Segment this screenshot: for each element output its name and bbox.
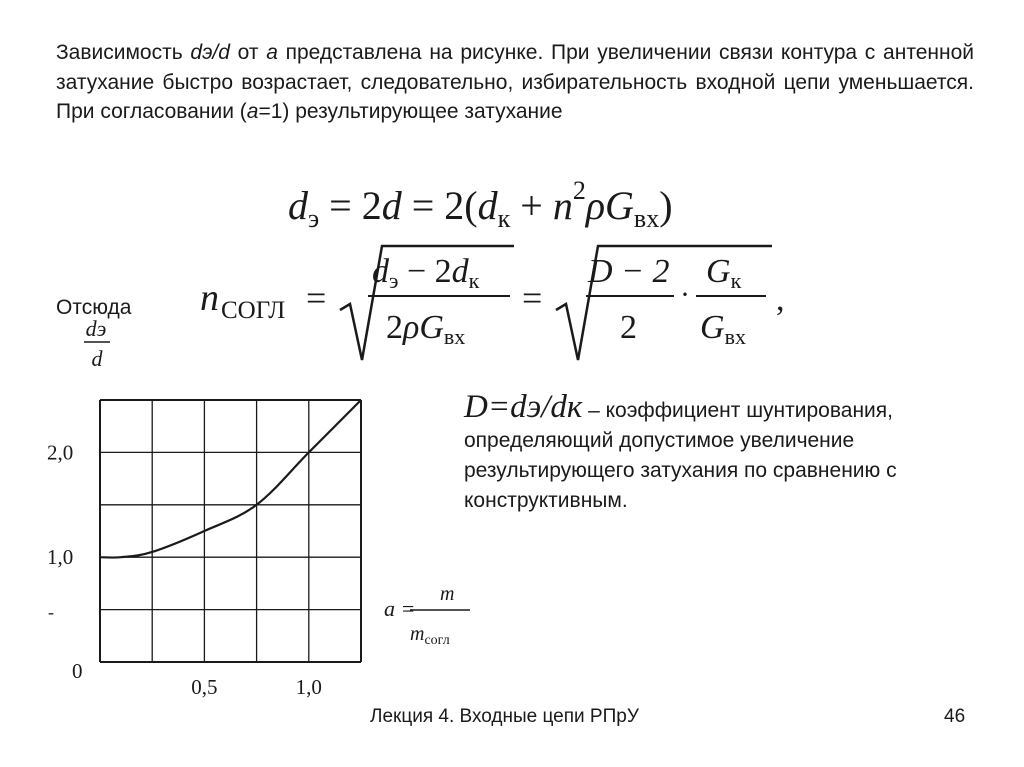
otsyuda-label: Отсюда xyxy=(56,296,132,319)
f2-two: 2 xyxy=(620,309,637,346)
f2-sogl: СОГЛ xyxy=(221,297,286,324)
f2-numerator-1: dэ − 2dк xyxy=(372,253,480,293)
footer-lecture-title: Лекция 4. Входные цепи РПрУ xyxy=(370,706,639,727)
stray-dash-mark: - xyxy=(48,602,54,622)
y-axis-label-numerator: dэ xyxy=(85,318,107,341)
y-tick-label: 1,0 xyxy=(47,545,74,570)
f2-eq2: = xyxy=(522,278,543,318)
x-axis-label-a: a = xyxy=(384,596,416,621)
x-axis-label-denominator: $m_{согл}$ xyxy=(410,623,450,648)
origin-label: 0 xyxy=(72,659,83,683)
y-tick-label: 2,0 xyxy=(47,440,74,465)
intro-text-1: Зависимость xyxy=(56,41,191,64)
f2-denominator-1: 2ρGвх xyxy=(386,309,466,349)
x-axis-label-numerator: m xyxy=(440,583,455,605)
D-formula: D=dэ/dк xyxy=(464,389,583,425)
intro-text-4: =1) результирующее затухание xyxy=(258,100,563,123)
intro-text-3: представлена на рисунке. При увеличении связи контура с антенной затухание быстро возрастает, следовательно, избирательность входной цепи уменьшается. При согласовании ( xyxy=(56,41,974,123)
formula-total-damping: $d_э = 2d = 2(d_к + n^2\rho G_{вх})$ xyxy=(288,176,673,233)
f2-Gvx: Gвх xyxy=(700,309,746,349)
page-number: 46 xyxy=(944,706,966,727)
D-description: – коэффициент шунтирования, определяющий допустимое увеличение результирующего затухания по сравнению с конструктивным. xyxy=(464,399,897,512)
x-tick-label: 1,0 xyxy=(295,675,322,698)
f2-D-minus-2: D − 2 xyxy=(588,253,670,290)
intro-a-var: a xyxy=(266,41,278,64)
f2-n: n xyxy=(200,277,219,319)
f2-eq1: = xyxy=(306,278,327,318)
damping-ratio-chart xyxy=(44,318,484,698)
f2-Gk: Gк xyxy=(706,253,742,293)
intro-a-eq: a xyxy=(246,100,259,123)
intro-paragraph xyxy=(56,38,974,127)
y-axis-label-denominator: d xyxy=(91,346,103,371)
chart-series-line xyxy=(100,400,361,558)
intro-text-2: от xyxy=(229,41,267,64)
f2-dot: · xyxy=(680,278,690,311)
x-tick-label: 0,5 xyxy=(191,675,218,698)
f2-comma: , xyxy=(776,281,785,318)
intro-dd-ratio: dэ/d xyxy=(190,41,230,64)
shunt-coefficient-definition xyxy=(464,389,1004,516)
